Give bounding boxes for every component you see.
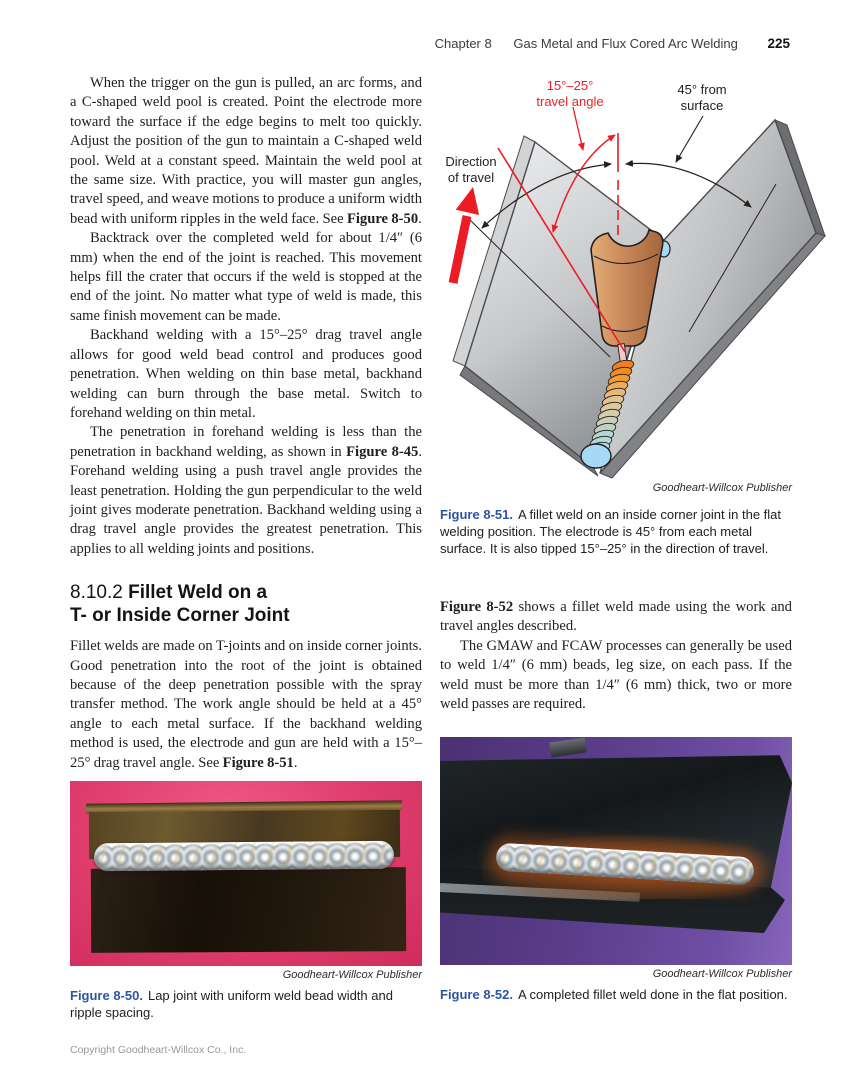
figure-8-51-caption-text: A fillet weld on an inside corner joint in the flat welding position. The electrode is 45° from each metal surface. It is also tipped 15°–25° in the direction of travel. (440, 507, 782, 556)
figure-8-50 (70, 781, 422, 1021)
surface-angle-label-line2: surface (680, 98, 724, 113)
direction-label-line1: Direction (445, 154, 497, 169)
left-column (70, 74, 422, 773)
travel-angle-label-line1: 15°–25° (546, 78, 594, 93)
figure-8-51-label: Figure 8-51. (440, 507, 513, 522)
section-heading (70, 581, 422, 627)
figure-8-52-label: Figure 8-52. (440, 987, 513, 1002)
direction-label-line2: of travel (447, 170, 495, 185)
figure-8-50-caption-text: Lap joint with uniform weld bead width and ripple spacing. (70, 988, 393, 1020)
weld-bead-photo (94, 841, 394, 872)
figure-8-52-credit: Goodheart-Willcox Publisher (652, 968, 792, 980)
section-title-line1: Fillet Weld on a (128, 582, 268, 604)
copyright-line: Copyright Goodheart-Willcox Co., Inc. (70, 1044, 247, 1056)
paragraph-2: Backtrack over the completed weld for about 1/4″ (6 mm) when the end of the joint is reached. This movement helps fill the crater that occurs if the weld is stopped at the end of the joint. No matter what type of weld is made, this same finish movement can be made. (70, 230, 422, 324)
figure-8-51-credit: Goodheart-Willcox Publisher (652, 482, 792, 494)
weld-pool (581, 444, 611, 468)
paragraph-7: The GMAW and FCAW processes can generally be used to weld 1/4″ (6 mm) beads, leg size, on each pass. If the weld must be more than 1/4″ (6 mm) thick, two or more weld passes are required. (440, 637, 792, 713)
direction-of-travel-arrow (453, 187, 479, 283)
section-number: 8.10.2 (70, 582, 123, 604)
figure-8-51-diagram (440, 76, 830, 483)
paragraph-5: Fillet welds are made on T-joints and on inside corner joints. Good penetration into the root of the joint is obtained because of the deep penetration possible with the spray transfer method. The work angle should be held at a 45° angle to each metal surface. If the backhand welding method is used, the electrode and gun are held with a 15°–25° drag travel angle. See Figure 8-51. (70, 638, 422, 771)
section-title-line2: T- or Inside Corner Joint (70, 605, 290, 627)
paragraph-6: Figure 8-52 shows a fillet weld made using the work and travel angles described. (440, 599, 792, 635)
paragraph-3: Backhand welding with a 15°–25° drag travel angle allows for good weld bead control and produces good penetration. When welding on thin base metal, backhand welding can burn through the base metal. Switch to forehand welding on thin metal. (70, 327, 422, 421)
figure-8-50-photo (70, 781, 422, 966)
figure-8-51-caption (440, 506, 792, 557)
surface-angle-label-line1: 45° from (677, 82, 727, 97)
running-head-chapter: Chapter 8 (434, 36, 492, 51)
inside-corner-weld-diagram (440, 76, 830, 483)
paragraph-1: When the trigger on the gun is pulled, an arc forms, and a C-shaped weld pool is created. Point the electrode more toward the surface if the edge begins to melt too quickly. Adjust the position of the gun to maintain a C-shaped weld pool. Weld at a constant speed. Maintain the weld pool at the same size. With practice, you will master gun angles, travel speed, and weave motions to produce a uniform width bead with uniform ripples in the weld face. See Figure 8-50. (70, 75, 422, 227)
figure-8-50-caption (70, 987, 422, 1021)
right-column (440, 598, 792, 714)
figure-8-52-caption (440, 986, 792, 1003)
figure-8-52-caption-text: A completed fillet weld done in the flat position. (517, 987, 788, 1002)
lap-joint-lower-plate (91, 867, 406, 953)
figure-8-50-credit: Goodheart-Willcox Publisher (282, 969, 422, 981)
page-number: 225 (767, 36, 790, 51)
travel-angle-label-line2: travel angle (536, 94, 604, 109)
surface-angle-leader (676, 116, 703, 162)
figure-8-52 (440, 737, 792, 1003)
travel-angle-leader (573, 107, 583, 150)
paragraph-4: The penetration in forehand welding is less than the penetration in backhand welding, as shown in Figure 8-45. Forehand welding using a push travel angle provides the least penetration. Holding the gun perpendicular to the weld joint gives moderate penetration. Backhand welding using a drag travel angle provides the greatest penetration. This applies to all welding joints and positions. (70, 424, 422, 557)
running-head-title: Gas Metal and Flux Cored Arc Welding (513, 36, 738, 51)
running-head (300, 36, 790, 51)
figure-8-52-photo (440, 737, 792, 965)
figure-8-50-label: Figure 8-50. (70, 988, 143, 1003)
